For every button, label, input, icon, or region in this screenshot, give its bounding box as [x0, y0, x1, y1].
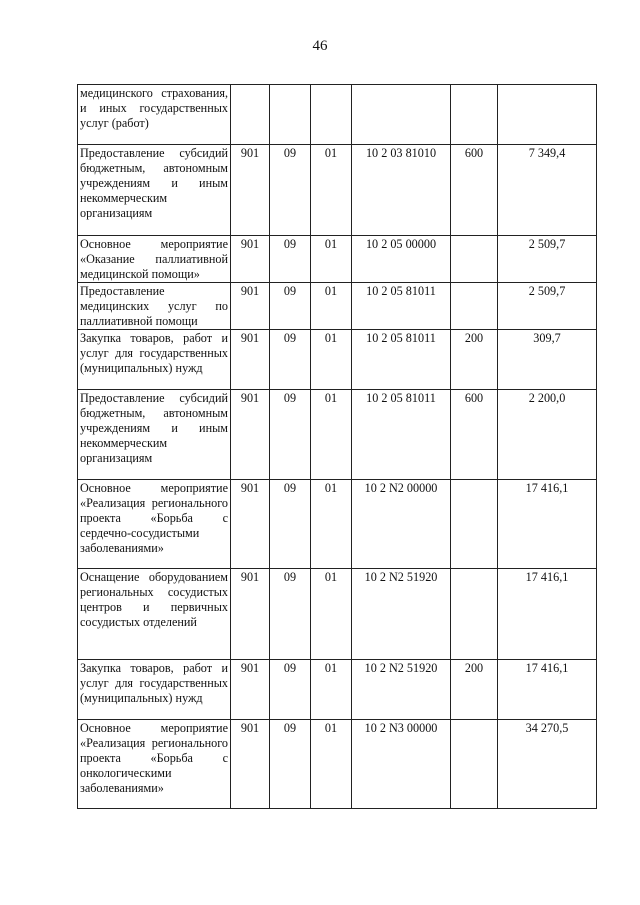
grbs-cell: 901 — [231, 330, 270, 390]
subsection-cell: 01 — [311, 480, 352, 569]
subsection-cell: 01 — [311, 569, 352, 660]
amount-cell: 17 416,1 — [498, 480, 597, 569]
grbs-cell: 901 — [231, 390, 270, 480]
subsection-cell: 01 — [311, 720, 352, 809]
expense-type-cell — [451, 283, 498, 330]
expense-type-cell — [451, 236, 498, 283]
row-name-cell: Основное мероприятие «Реализация регионального проекта «Борьба с сердечно-сосудистыми заболеваниями» — [78, 480, 231, 569]
section-cell: 09 — [270, 330, 311, 390]
amount-cell: 309,7 — [498, 330, 597, 390]
expense-type-cell — [451, 720, 498, 809]
grbs-cell: 901 — [231, 720, 270, 809]
row-name-cell: Закупка товаров, работ и услуг для государственных (муниципальных) нужд — [78, 660, 231, 720]
table-row — [78, 720, 597, 809]
target-article-cell: 10 2 N2 51920 — [352, 660, 451, 720]
section-cell: 09 — [270, 236, 311, 283]
target-article-cell: 10 2 N2 51920 — [352, 569, 451, 660]
subsection-cell: 01 — [311, 660, 352, 720]
section-cell: 09 — [270, 145, 311, 236]
table-row — [78, 236, 597, 283]
expense-type-cell — [451, 480, 498, 569]
table-row — [78, 330, 597, 390]
target-article-cell: 10 2 05 81011 — [352, 390, 451, 480]
amount-cell: 2 509,7 — [498, 283, 597, 330]
table-row — [78, 569, 597, 660]
subsection-cell: 01 — [311, 145, 352, 236]
section-cell: 09 — [270, 480, 311, 569]
grbs-cell: 901 — [231, 480, 270, 569]
amount-cell — [498, 85, 597, 145]
target-article-cell: 10 2 N2 00000 — [352, 480, 451, 569]
amount-cell: 7 349,4 — [498, 145, 597, 236]
target-article-cell: 10 2 05 81011 — [352, 283, 451, 330]
expense-type-cell — [451, 569, 498, 660]
section-cell: 09 — [270, 569, 311, 660]
row-name-cell: Закупка товаров, работ и услуг для государственных (муниципальных) нужд — [78, 330, 231, 390]
expense-type-cell — [451, 85, 498, 145]
row-name-cell: Предоставление медицинских услуг по паллиативной помощи — [78, 283, 231, 330]
target-article-cell: 10 2 05 81011 — [352, 330, 451, 390]
budget-table — [77, 84, 597, 809]
amount-cell: 17 416,1 — [498, 569, 597, 660]
amount-cell: 2 200,0 — [498, 390, 597, 480]
budget-table-body — [78, 85, 597, 809]
row-name-cell: Предоставление субсидий бюджетным, автономным учреждениям и иным некоммерческим организациям — [78, 390, 231, 480]
grbs-cell: 901 — [231, 236, 270, 283]
grbs-cell — [231, 85, 270, 145]
amount-cell: 34 270,5 — [498, 720, 597, 809]
subsection-cell: 01 — [311, 283, 352, 330]
section-cell: 09 — [270, 720, 311, 809]
amount-cell: 17 416,1 — [498, 660, 597, 720]
target-article-cell: 10 2 N3 00000 — [352, 720, 451, 809]
expense-type-cell: 600 — [451, 390, 498, 480]
grbs-cell: 901 — [231, 145, 270, 236]
row-name-cell: медицинского страхования, и иных государственных услуг (работ) — [78, 85, 231, 145]
subsection-cell — [311, 85, 352, 145]
subsection-cell: 01 — [311, 236, 352, 283]
subsection-cell: 01 — [311, 330, 352, 390]
row-name-cell: Оснащение оборудованием региональных сосудистых центров и первичных сосудистых отделений — [78, 569, 231, 660]
expense-type-cell: 200 — [451, 660, 498, 720]
expense-type-cell: 200 — [451, 330, 498, 390]
row-name-cell: Предоставление субсидий бюджетным, автономным учреждениям и иным некоммерческим организациям — [78, 145, 231, 236]
table-row — [78, 283, 597, 330]
row-name-cell: Основное мероприятие «Реализация регионального проекта «Борьба с онкологическими заболеваниями» — [78, 720, 231, 809]
section-cell: 09 — [270, 390, 311, 480]
section-cell: 09 — [270, 660, 311, 720]
page-number: 46 — [312, 38, 328, 54]
subsection-cell: 01 — [311, 390, 352, 480]
table-row — [78, 660, 597, 720]
grbs-cell: 901 — [231, 660, 270, 720]
amount-cell: 2 509,7 — [498, 236, 597, 283]
target-article-cell — [352, 85, 451, 145]
target-article-cell: 10 2 03 81010 — [352, 145, 451, 236]
target-article-cell: 10 2 05 00000 — [352, 236, 451, 283]
table-row — [78, 85, 597, 145]
grbs-cell: 901 — [231, 283, 270, 330]
section-cell: 09 — [270, 283, 311, 330]
table-row — [78, 145, 597, 236]
table-row — [78, 480, 597, 569]
expense-type-cell: 600 — [451, 145, 498, 236]
section-cell — [270, 85, 311, 145]
row-name-cell: Основное мероприятие «Оказание паллиативной медицинской помощи» — [78, 236, 231, 283]
table-row — [78, 390, 597, 480]
grbs-cell: 901 — [231, 569, 270, 660]
